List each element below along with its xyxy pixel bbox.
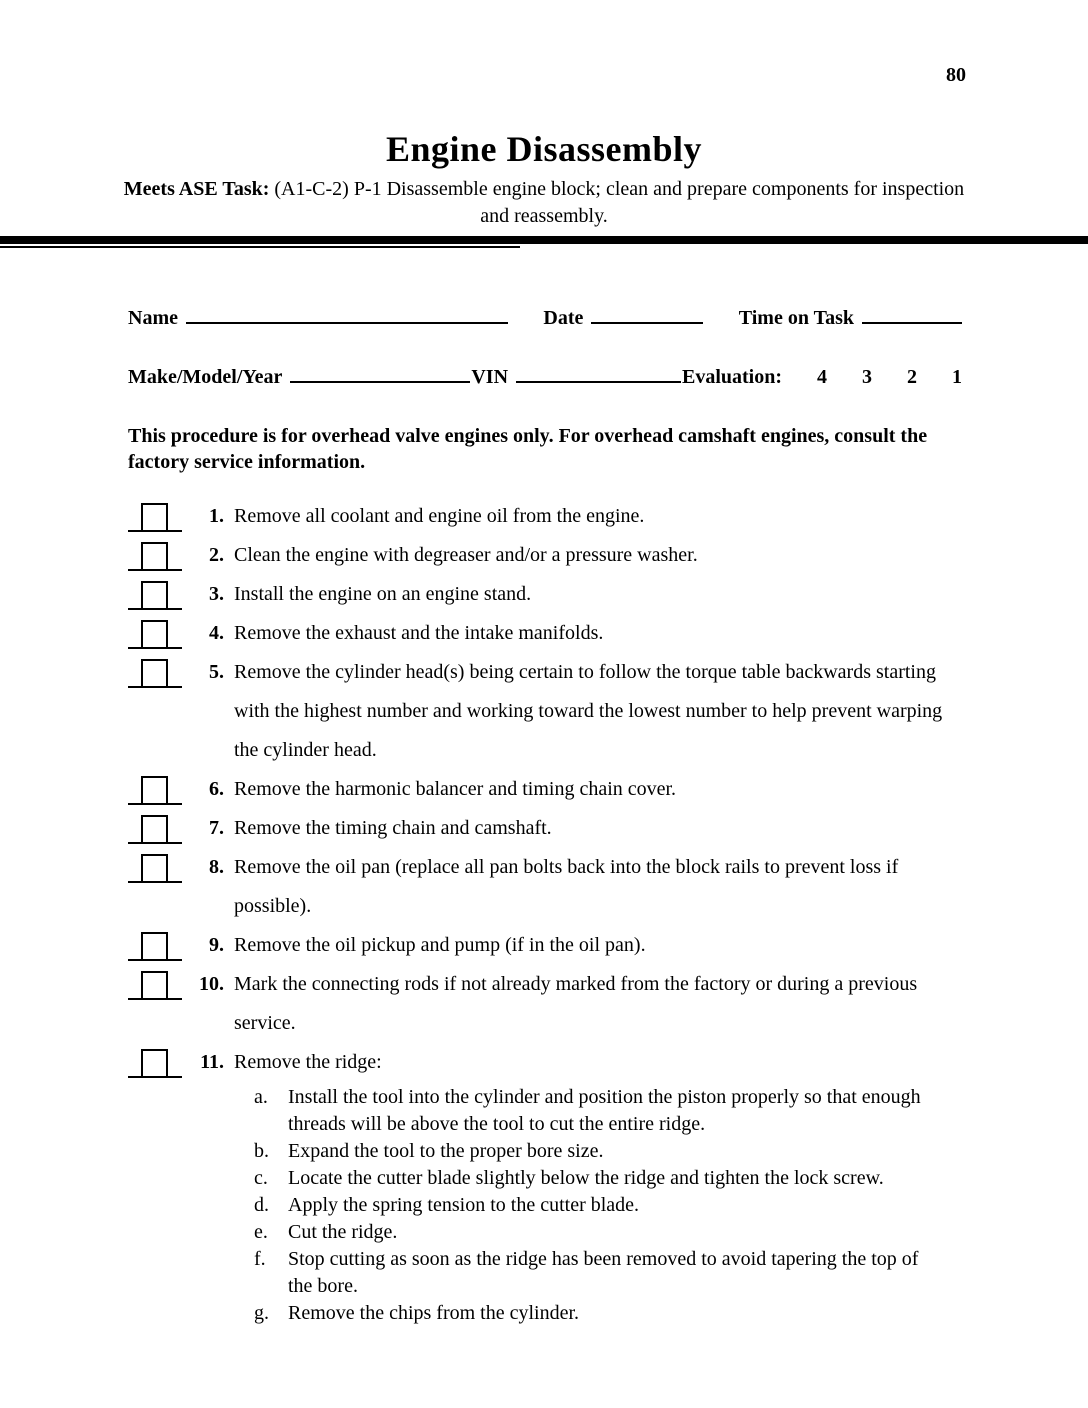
step-10 — [128, 965, 962, 1043]
checkbox-blank — [128, 850, 182, 883]
subitem-text: Cut the ridge. — [288, 1221, 398, 1243]
step-5 — [128, 653, 962, 770]
step-number: 4. — [209, 622, 224, 644]
subitem-text: Remove the chips from the cylinder. — [288, 1302, 580, 1324]
date-label: Date — [543, 307, 584, 329]
checkbox — [141, 1049, 168, 1078]
evaluation-value-1: 1 — [952, 366, 963, 388]
step-number: 8. — [209, 856, 224, 878]
step-text: Remove the timing chain and camshaft. — [234, 817, 552, 839]
procedure-note: This procedure is for overhead valve engines only. For overhead camshaft engines, consult the factory service information. — [128, 425, 928, 473]
checkbox — [141, 854, 168, 883]
step-number: 9. — [209, 934, 224, 956]
subitem-text: Stop cutting as soon as the ridge has been removed to avoid tapering the top of the bore. — [288, 1248, 919, 1297]
subitem-c — [254, 1165, 926, 1192]
checkbox-blank — [128, 655, 182, 688]
evaluation-label: Evaluation: — [681, 366, 783, 388]
step-text: Remove the oil pan (replace all pan bolts back into the block rails to prevent loss if possible). — [234, 856, 899, 917]
checkbox — [141, 776, 168, 805]
checkbox-blank — [128, 577, 182, 610]
subitem-a — [254, 1084, 926, 1138]
checkbox-blank — [128, 616, 182, 649]
evaluation-value-4: 4 — [817, 366, 828, 388]
checkbox-blank — [128, 967, 182, 1000]
step-text: Remove the harmonic balancer and timing chain cover. — [234, 778, 677, 800]
checkbox-blank — [128, 772, 182, 805]
date-blank — [591, 304, 703, 324]
step-number: 2. — [209, 544, 224, 566]
subitem-g — [254, 1300, 926, 1327]
subitem-text: Install the tool into the cylinder and position the piston properly so that enough threads will be above the tool to cut the entire ridge. — [288, 1086, 921, 1135]
subitem-text: Apply the spring tension to the cutter blade. — [288, 1194, 640, 1216]
step-1 — [128, 497, 962, 536]
step-2 — [128, 536, 962, 575]
step-11-sublist — [254, 1084, 926, 1327]
form-content — [128, 280, 962, 1327]
divider-thick-rule — [0, 236, 1088, 244]
subitem-e — [254, 1219, 926, 1246]
checkbox — [141, 581, 168, 610]
evaluation-value-2: 2 — [907, 366, 918, 388]
step-3 — [128, 575, 962, 614]
checkbox — [141, 503, 168, 532]
step-text: Remove the cylinder head(s) being certain to follow the torque table backwards starting with the highest number and working toward the lowest number to help prevent warping the cylinder head. — [234, 661, 943, 761]
step-6 — [128, 770, 962, 809]
checkbox — [141, 542, 168, 571]
step-text: Mark the connecting rods if not already marked from the factory or during a previous service. — [234, 973, 918, 1034]
step-number: 5. — [209, 661, 224, 683]
step-4 — [128, 614, 962, 653]
subitem-letter: b. — [254, 1140, 269, 1162]
step-text: Install the engine on an engine stand. — [234, 583, 532, 605]
checkbox — [141, 620, 168, 649]
ase-task-line — [119, 176, 969, 230]
form-row-2 — [128, 363, 962, 389]
checkbox — [141, 971, 168, 1000]
subitem-text: Locate the cutter blade slightly below the ridge and tighten the lock screw. — [288, 1167, 884, 1189]
subitem-text: Expand the tool to the proper bore size. — [288, 1140, 604, 1162]
step-8 — [128, 848, 962, 926]
name-blank — [186, 304, 508, 324]
step-11 — [128, 1043, 962, 1082]
step-text: Remove all coolant and engine oil from the engine. — [234, 505, 645, 527]
step-7 — [128, 809, 962, 848]
step-number: 6. — [209, 778, 224, 800]
step-number: 1. — [209, 505, 224, 527]
subitem-letter: c. — [254, 1167, 268, 1189]
ase-task-text: (A1-C-2) P-1 Disassemble engine block; clean and prepare components for inspection and reassembly. — [274, 178, 965, 227]
time-on-task-label: Time on Task — [738, 307, 854, 329]
step-text: Remove the exhaust and the intake manifolds. — [234, 622, 604, 644]
step-text: Remove the ridge: — [234, 1051, 382, 1073]
page-number: 80 — [946, 64, 966, 86]
evaluation-group — [682, 366, 962, 389]
evaluation-value-3: 3 — [862, 366, 873, 388]
checkbox-blank — [128, 1045, 182, 1078]
divider-thin-rule — [0, 246, 520, 248]
subitem-letter: d. — [254, 1194, 269, 1216]
step-number: 7. — [209, 817, 224, 839]
vin-blank — [516, 363, 681, 383]
make-model-year-label: Make/Model/Year — [128, 366, 283, 388]
subitem-b — [254, 1138, 926, 1165]
step-text: Remove the oil pickup and pump (if in the oil pan). — [234, 934, 646, 956]
subitem-f — [254, 1246, 926, 1300]
subitem-letter: f. — [254, 1248, 266, 1270]
step-number: 10. — [199, 973, 224, 995]
ase-task-label: Meets ASE Task: — [123, 178, 270, 200]
checkbox-blank — [128, 928, 182, 961]
step-number: 3. — [209, 583, 224, 605]
checkbox-blank — [128, 499, 182, 532]
step-list — [128, 497, 962, 1327]
checkbox-blank — [128, 538, 182, 571]
subitem-letter: e. — [254, 1221, 268, 1243]
checkbox-blank — [128, 811, 182, 844]
make-model-year-blank — [290, 363, 470, 383]
checkbox — [141, 659, 168, 688]
step-text: Clean the engine with degreaser and/or a pressure washer. — [234, 544, 698, 566]
name-label: Name — [128, 307, 178, 329]
subitem-letter: a. — [254, 1086, 268, 1108]
page-title: Engine Disassembly — [385, 129, 703, 169]
subitem-d — [254, 1192, 926, 1219]
step-number: 11. — [200, 1051, 224, 1073]
subitem-letter: g. — [254, 1302, 269, 1324]
checkbox — [141, 815, 168, 844]
step-9 — [128, 926, 962, 965]
form-row-1 — [128, 304, 962, 330]
time-on-task-blank — [862, 304, 962, 324]
vin-label: VIN — [471, 366, 509, 388]
checkbox — [141, 932, 168, 961]
